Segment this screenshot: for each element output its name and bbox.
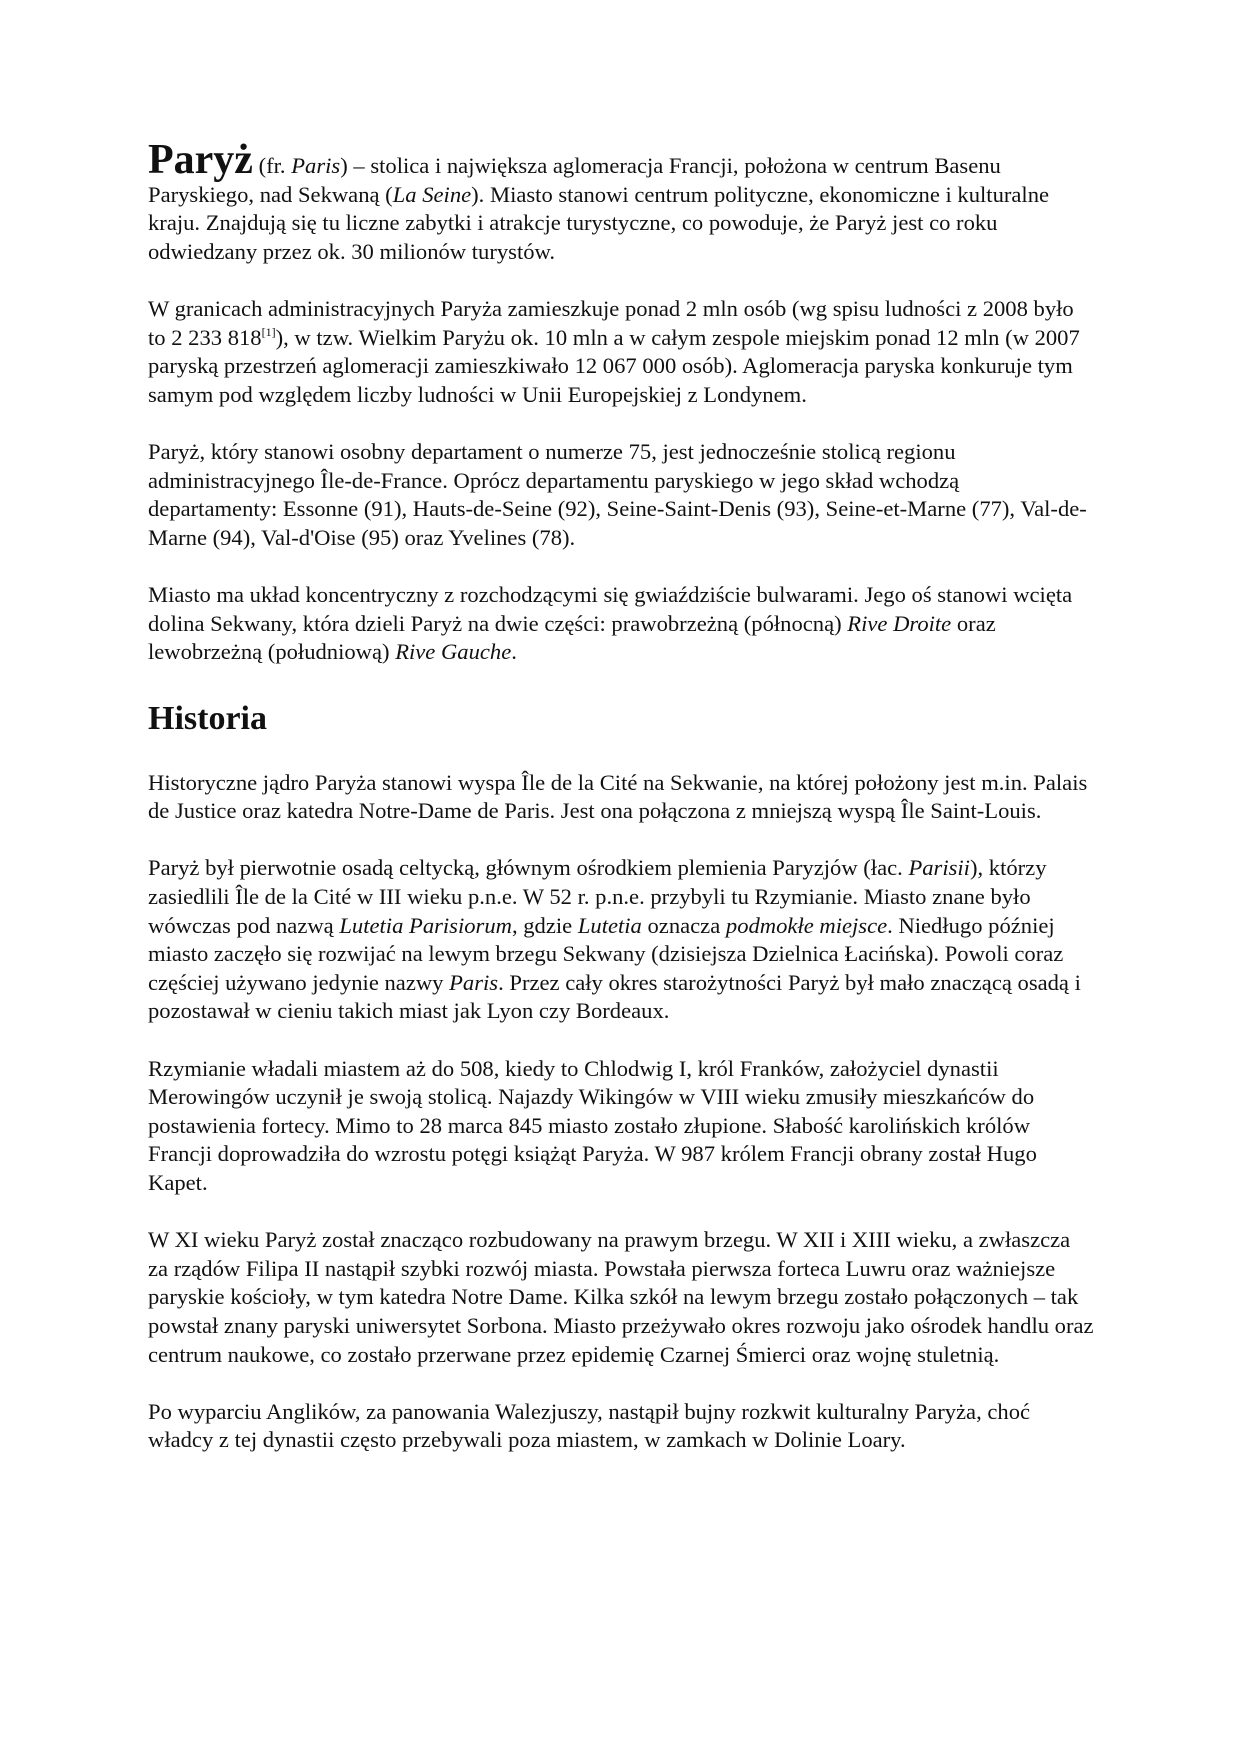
history-2-text-2: ), którzy zasiedlili Île de la Cité w III wieku p.n.e. W 52 r. p.n.e. przybyli tu Rzymianie. Miasto znane było wówczas pod nazwą	[148, 855, 1047, 938]
history-2-lutetia: Lutetia	[577, 912, 642, 938]
history-heading: Historia	[148, 699, 267, 737]
department-paragraph: Paryż, który stanowi osobny departament o numerze 75, jest jednocześnie stolicą regionu administracyjnego Île-de-France. Oprócz departamentu paryskiego w jego skład wchodzą departamenty: Essonne (91), Hauts-de-Seine (92), Seine-Saint-Denis (93), Seine-et-Marne (77), Val-de-Marne (94), Val-d'Oise (95) oraz Yvelines (78).	[148, 438, 1087, 550]
reference-link[interactable]: [1]	[261, 324, 276, 339]
population-text-2: ), w tzw. Wielkim Paryżu ok. 10 mln a w całym zespole miejskim ponad 12 mln (w 2007 paryską przestrzeń aglomeracji zamieszkiwało 12 067 000 osób). Aglomeracja paryska konkuruje tym samym pod względem liczby ludności w Unii Europejskiej z Londynem.	[148, 324, 1080, 407]
history-2-text-3: , gdzie	[511, 912, 578, 938]
document-page	[148, 137, 1094, 1455]
population-paragraph	[148, 295, 1094, 409]
history-2-parisii: Parisii	[908, 855, 970, 881]
history-paragraph-1: Historyczne jądro Paryża stanowi wyspa Île de la Cité na Sekwanie, na której położony jest m.in. Palais de Justice oraz katedra Notre-Dame de Paris. Jest ona połączona z mniejszą wyspą Île Saint-Louis.	[148, 769, 1088, 824]
history-2-text-6: . Przez cały okres starożytności Paryż był mało znaczącą osadą i pozostawał w cieniu takich miast jak Lyon czy Bordeaux.	[148, 969, 1081, 1024]
history-2-text-1: Paryż był pierwotnie osadą celtycką, głównym ośrodkiem plemienia Paryzjów (łac.	[148, 855, 909, 881]
history-2-paris: Paris	[449, 969, 499, 995]
layout-text-2: oraz lewobrzeżną (południową)	[148, 610, 996, 665]
population-text-1: W granicach administracyjnych Paryża zamieszkuje ponad 2 mln osób (wg spisu ludności z 2008 było to 2 233 818	[148, 295, 1074, 350]
history-2-lutetia-parisiorum: Lutetia Parisiorum	[339, 912, 512, 938]
history-paragraph-5: Po wyparciu Anglików, za panowania Walezjuszy, nastąpił bujny rozkwit kulturalny Paryża, choć władcy z tej dynastii często przebywali poza miastem, w zamkach w Dolinie Loary.	[148, 1398, 1031, 1453]
intro-fr-name: Paris	[291, 153, 341, 178]
intro-text-2: ). Miasto stanowi centrum polityczne, ekonomiczne i kulturalne kraju. Znajdują się tu liczne zabytki i atrakcje turystyczne, co powoduje, że Paryż jest co roku odwiedzany przez ok. 30 milionów turystów.	[148, 181, 1050, 264]
history-paragraph-2	[148, 854, 1094, 1026]
intro-seine: La Seine	[392, 181, 472, 207]
history-paragraph-4: W XI wieku Paryż został znacząco rozbudowany na prawym brzegu. W XII i XIII wieku, a zwłaszcza za rządów Filipa II nastąpił szybki rozwój miasta. Powstała pierwsza forteca Luwru oraz ważniejsze paryskie kościoły, w tym katedra Notre Dame. Kilka szkół na lewym brzegu zostało połączonych – tak powstał znany paryski uniwersytet Sorbona. Miasto przeżywało okres rozwoju jako ośrodek handlu oraz centrum naukowe, co zostało przerwane przez epidemię Czarnej Śmierci oraz wojnę stuletnią.	[148, 1227, 1094, 1367]
layout-text-3: .	[511, 639, 517, 665]
layout-rive-droite: Rive Droite	[847, 610, 952, 636]
history-2-text-5: . Niedługo później miasto zaczęło się rozwijać na lewym brzegu Sekwany (dzisiejsza Dzielnica Łacińska). Powoli coraz częściej używano jedynie nazwy	[148, 912, 1064, 995]
intro-paragraph	[148, 137, 1094, 266]
history-paragraph-3: Rzymianie władali miastem aż do 508, kiedy to Chlodwig I, król Franków, założyciel dynastii Merowingów uczynił je swoją stolicą. Najazdy Wikingów w VIII wieku zmusiły mieszkańców do postawienia fortecy. Mimo to 28 marca 845 miasto zostało złupione. Słabość karolińskich królów Francji doprowadziła do wzrostu potęgi książąt Paryża. W 987 królem Francji obrany został Hugo Kapet.	[148, 1055, 1037, 1195]
layout-paragraph	[148, 581, 1094, 667]
history-2-podmokle: podmokłe miejsce	[725, 912, 888, 938]
layout-text-1: Miasto ma układ koncentryczny z rozchodzącymi się gwiaździście bulwarami. Jego oś stanowi wcięta dolina Sekwany, która dzieli Paryż na dwie części: prawobrzeżną (północną)	[148, 581, 1073, 636]
article-title: Paryż	[148, 137, 253, 183]
intro-text-1: ) – stolica i największa aglomeracja Francji, położona w centrum Basenu Paryskiego, nad Sekwaną (	[148, 153, 1001, 207]
intro-fr-open: (fr.	[252, 153, 292, 178]
history-2-text-4: oznacza	[641, 912, 726, 938]
layout-rive-gauche: Rive Gauche	[395, 639, 512, 665]
